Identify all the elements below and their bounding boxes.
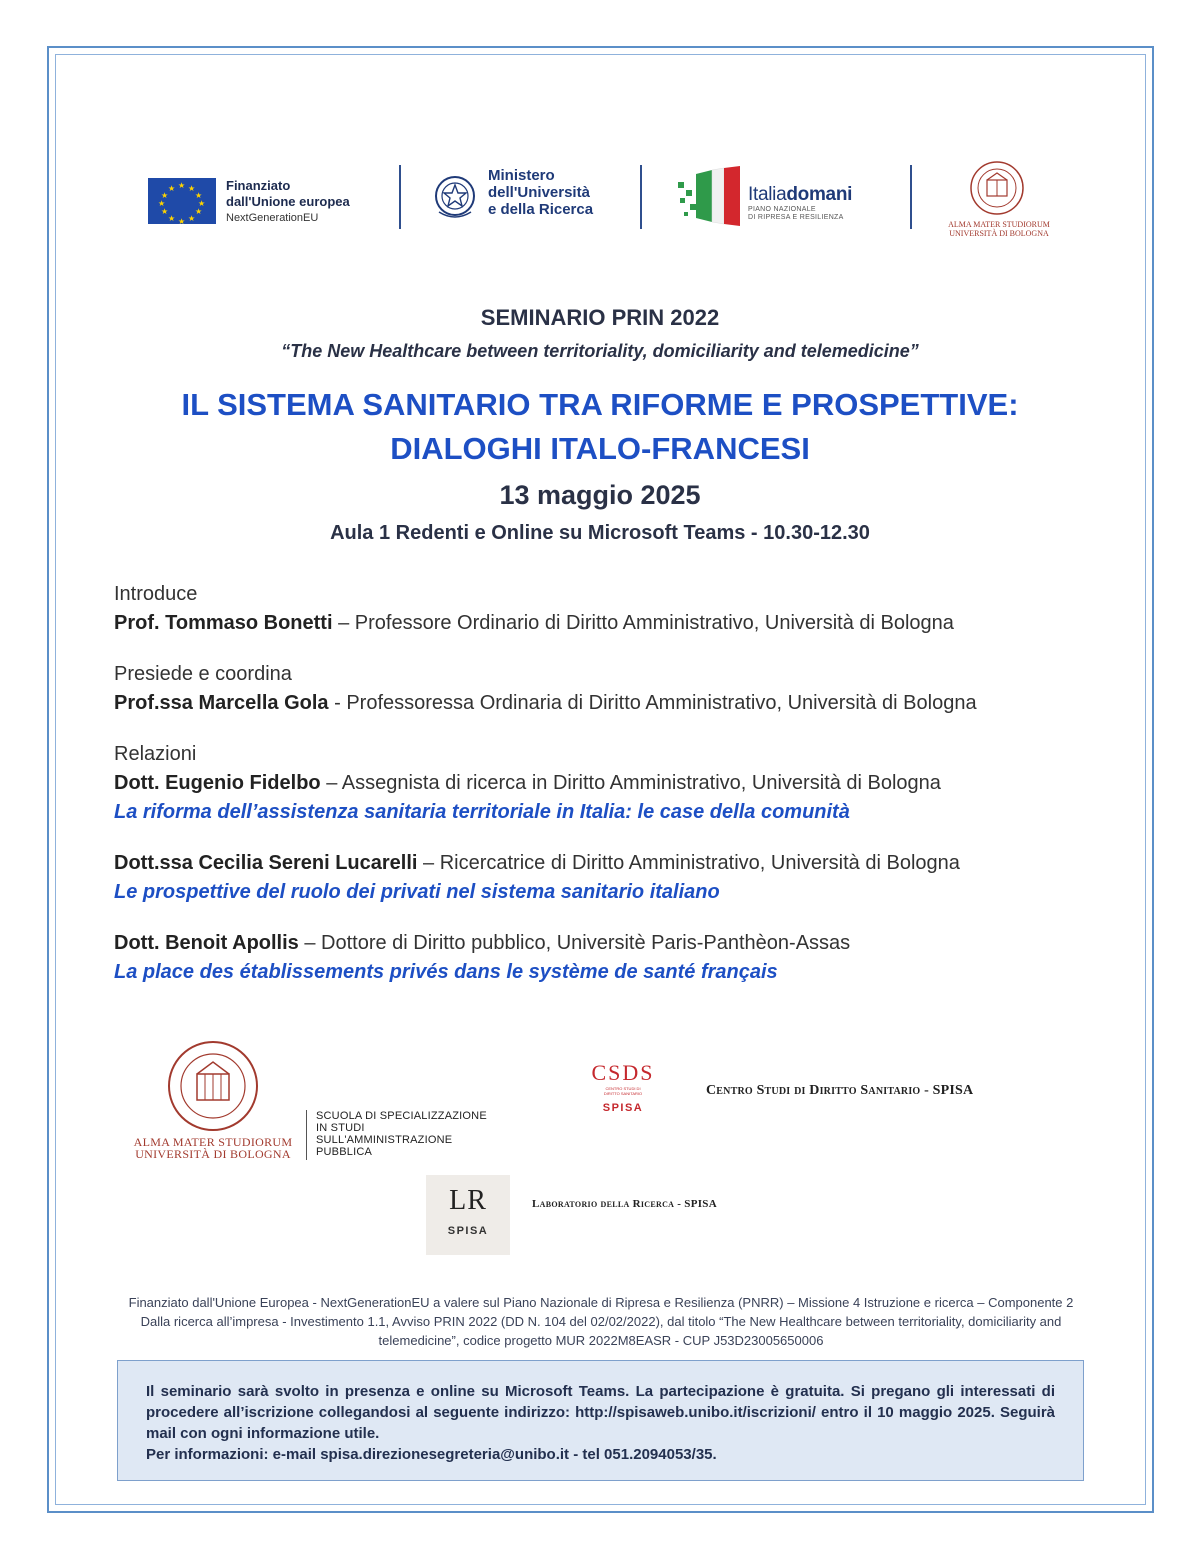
unibo-seal-icon (167, 1040, 259, 1132)
intro-label: Introduce (114, 583, 198, 605)
speaker-name: Dott. Benoit Apollis (114, 932, 299, 954)
lr-title: Laboratorio della Ricerca - SPISA (532, 1198, 717, 1210)
event-title-line-1: IL SISTEMA SANITARIO TRA RIFORME E PROSPETTIVE: (181, 387, 1019, 422)
talk-title: La place des établissements privés dans le système de santé français (114, 961, 778, 983)
talks-label: Relazioni (114, 743, 197, 765)
talk-speaker (114, 849, 1094, 878)
event-title (0, 383, 1200, 471)
seminar-label: SEMINARIO PRIN 2022 (480, 305, 720, 330)
talk-speaker (114, 929, 1094, 958)
talk-title: La riforma dell’assistenza sanitaria territoriale in Italia: le case della comunità (114, 801, 850, 823)
speaker-role: – Professore Ordinario di Diritto Amministrativo, Università di Bologna (332, 612, 954, 634)
eu-funding-label: Finanziato dall'Unione europea NextGenerationEU (226, 178, 350, 224)
speaker-name: Dott. Eugenio Fidelbo (114, 772, 321, 794)
lr-logo: LR SPISA (426, 1175, 510, 1255)
speaker-name: Dott.ssa Cecilia Sereni Lucarelli (114, 852, 418, 874)
italiadomani-flag-icon (676, 166, 746, 226)
logo-divider (910, 165, 912, 229)
event-date: 13 maggio 2025 (499, 480, 701, 510)
chair-speaker (114, 689, 1094, 718)
program (114, 580, 1094, 987)
italiadomani-label: Italiadomani PIANO NAZIONALE DI RIPRESA E RESILIENZA (748, 184, 853, 221)
top-logo-strip (148, 160, 1050, 238)
chair-label: Presiede e coordina (114, 663, 292, 685)
speaker-name: Prof.ssa Marcella Gola (114, 692, 329, 714)
mur-label: Ministero dell'Università e della Ricerca (488, 167, 594, 218)
speaker-role: - Professoressa Ordinaria di Diritto Amministrativo, Università di Bologna (328, 692, 977, 714)
csds-logo: CSDS CENTRO STUDI DI DIRITTO SANITARIO SPISA (591, 1060, 655, 1114)
unibo-seal-icon (969, 160, 1025, 216)
project-subtitle: “The New Healthcare between territoriality, domiciliarity and telemedicine” (281, 341, 919, 361)
funding-note: Finanziato dall'Unione Europea - NextGenerationEU a valere sul Piano Nazionale di Ripresa e Resilienza (PNRR) – Missione 4 Istruzione e ricerca – Componente 2 Dalla ricerca all’impresa - Investimento 1.1, Avviso PRIN 2022 (DD N. 104 del 02/02/2022), dal titolo “The New Healthcare between territoriality, domiciliarity and telemedicine”, codice progetto MUR 2022M8EASR - CUP J53D23005650006 (128, 1295, 1074, 1348)
logo-divider (399, 165, 401, 229)
speaker-name: Prof. Tommaso Bonetti (114, 612, 333, 634)
logo-divider (640, 165, 642, 229)
intro-speaker (114, 609, 1094, 638)
event-title-line-2: DIALOGHI ITALO-FRANCESI (390, 431, 810, 466)
contact-info: Per informazioni: e-mail spisa.direzionesegreteria@unibo.it - tel 051.2094053/35. (146, 1446, 717, 1463)
italian-republic-emblem-icon (433, 172, 477, 222)
talk-title: Le prospettive del ruolo dei privati nel sistema sanitario italiano (114, 881, 720, 903)
speaker-role: – Assegnista di ricerca in Diritto Amministrativo, Università di Bologna (320, 772, 941, 794)
speaker-role: – Dottore di Diritto pubblico, Universitè Paris-Panthèon-Assas (298, 932, 851, 954)
specialization-school-label: SCUOLA DI SPECIALIZZAZIONE IN STUDI SULL'AMMINISTRAZIONE PUBBLICA (316, 1110, 487, 1158)
info-box (117, 1360, 1084, 1481)
csds-title: Centro Studi di Diritto Sanitario - SPISA (706, 1083, 974, 1098)
event-location: Aula 1 Redenti e Online su Microsoft Teams - 10.30-12.30 (330, 522, 870, 544)
unibo-label: ALMA MATER STUDIORUM UNIVERSITÀ DI BOLOGNA (948, 220, 1050, 238)
logo-divider (306, 1110, 307, 1160)
eu-flag-icon: ★ ★ ★ ★ ★ ★ ★ ★ ★ ★ ★ ★ (148, 178, 216, 224)
registration-info: Il seminario sarà svolto in presenza e online su Microsoft Teams. La partecipazione è gratuita. Si pregano gli interessati di procedere all’iscrizione collegandosi al seguente indirizzo: http://spisaweb.unibo.it/iscrizioni/ entro il 10 maggio 2025. Seguirà mail con ogni informazione utile. (146, 1383, 1055, 1442)
speaker-role: – Ricercatrice di Diritto Amministrativo, Università di Bologna (417, 852, 960, 874)
talk-speaker (114, 769, 1094, 798)
unibo-label: ALMA MATER STUDIORUM UNIVERSITÀ DI BOLOGNA (133, 1135, 293, 1161)
